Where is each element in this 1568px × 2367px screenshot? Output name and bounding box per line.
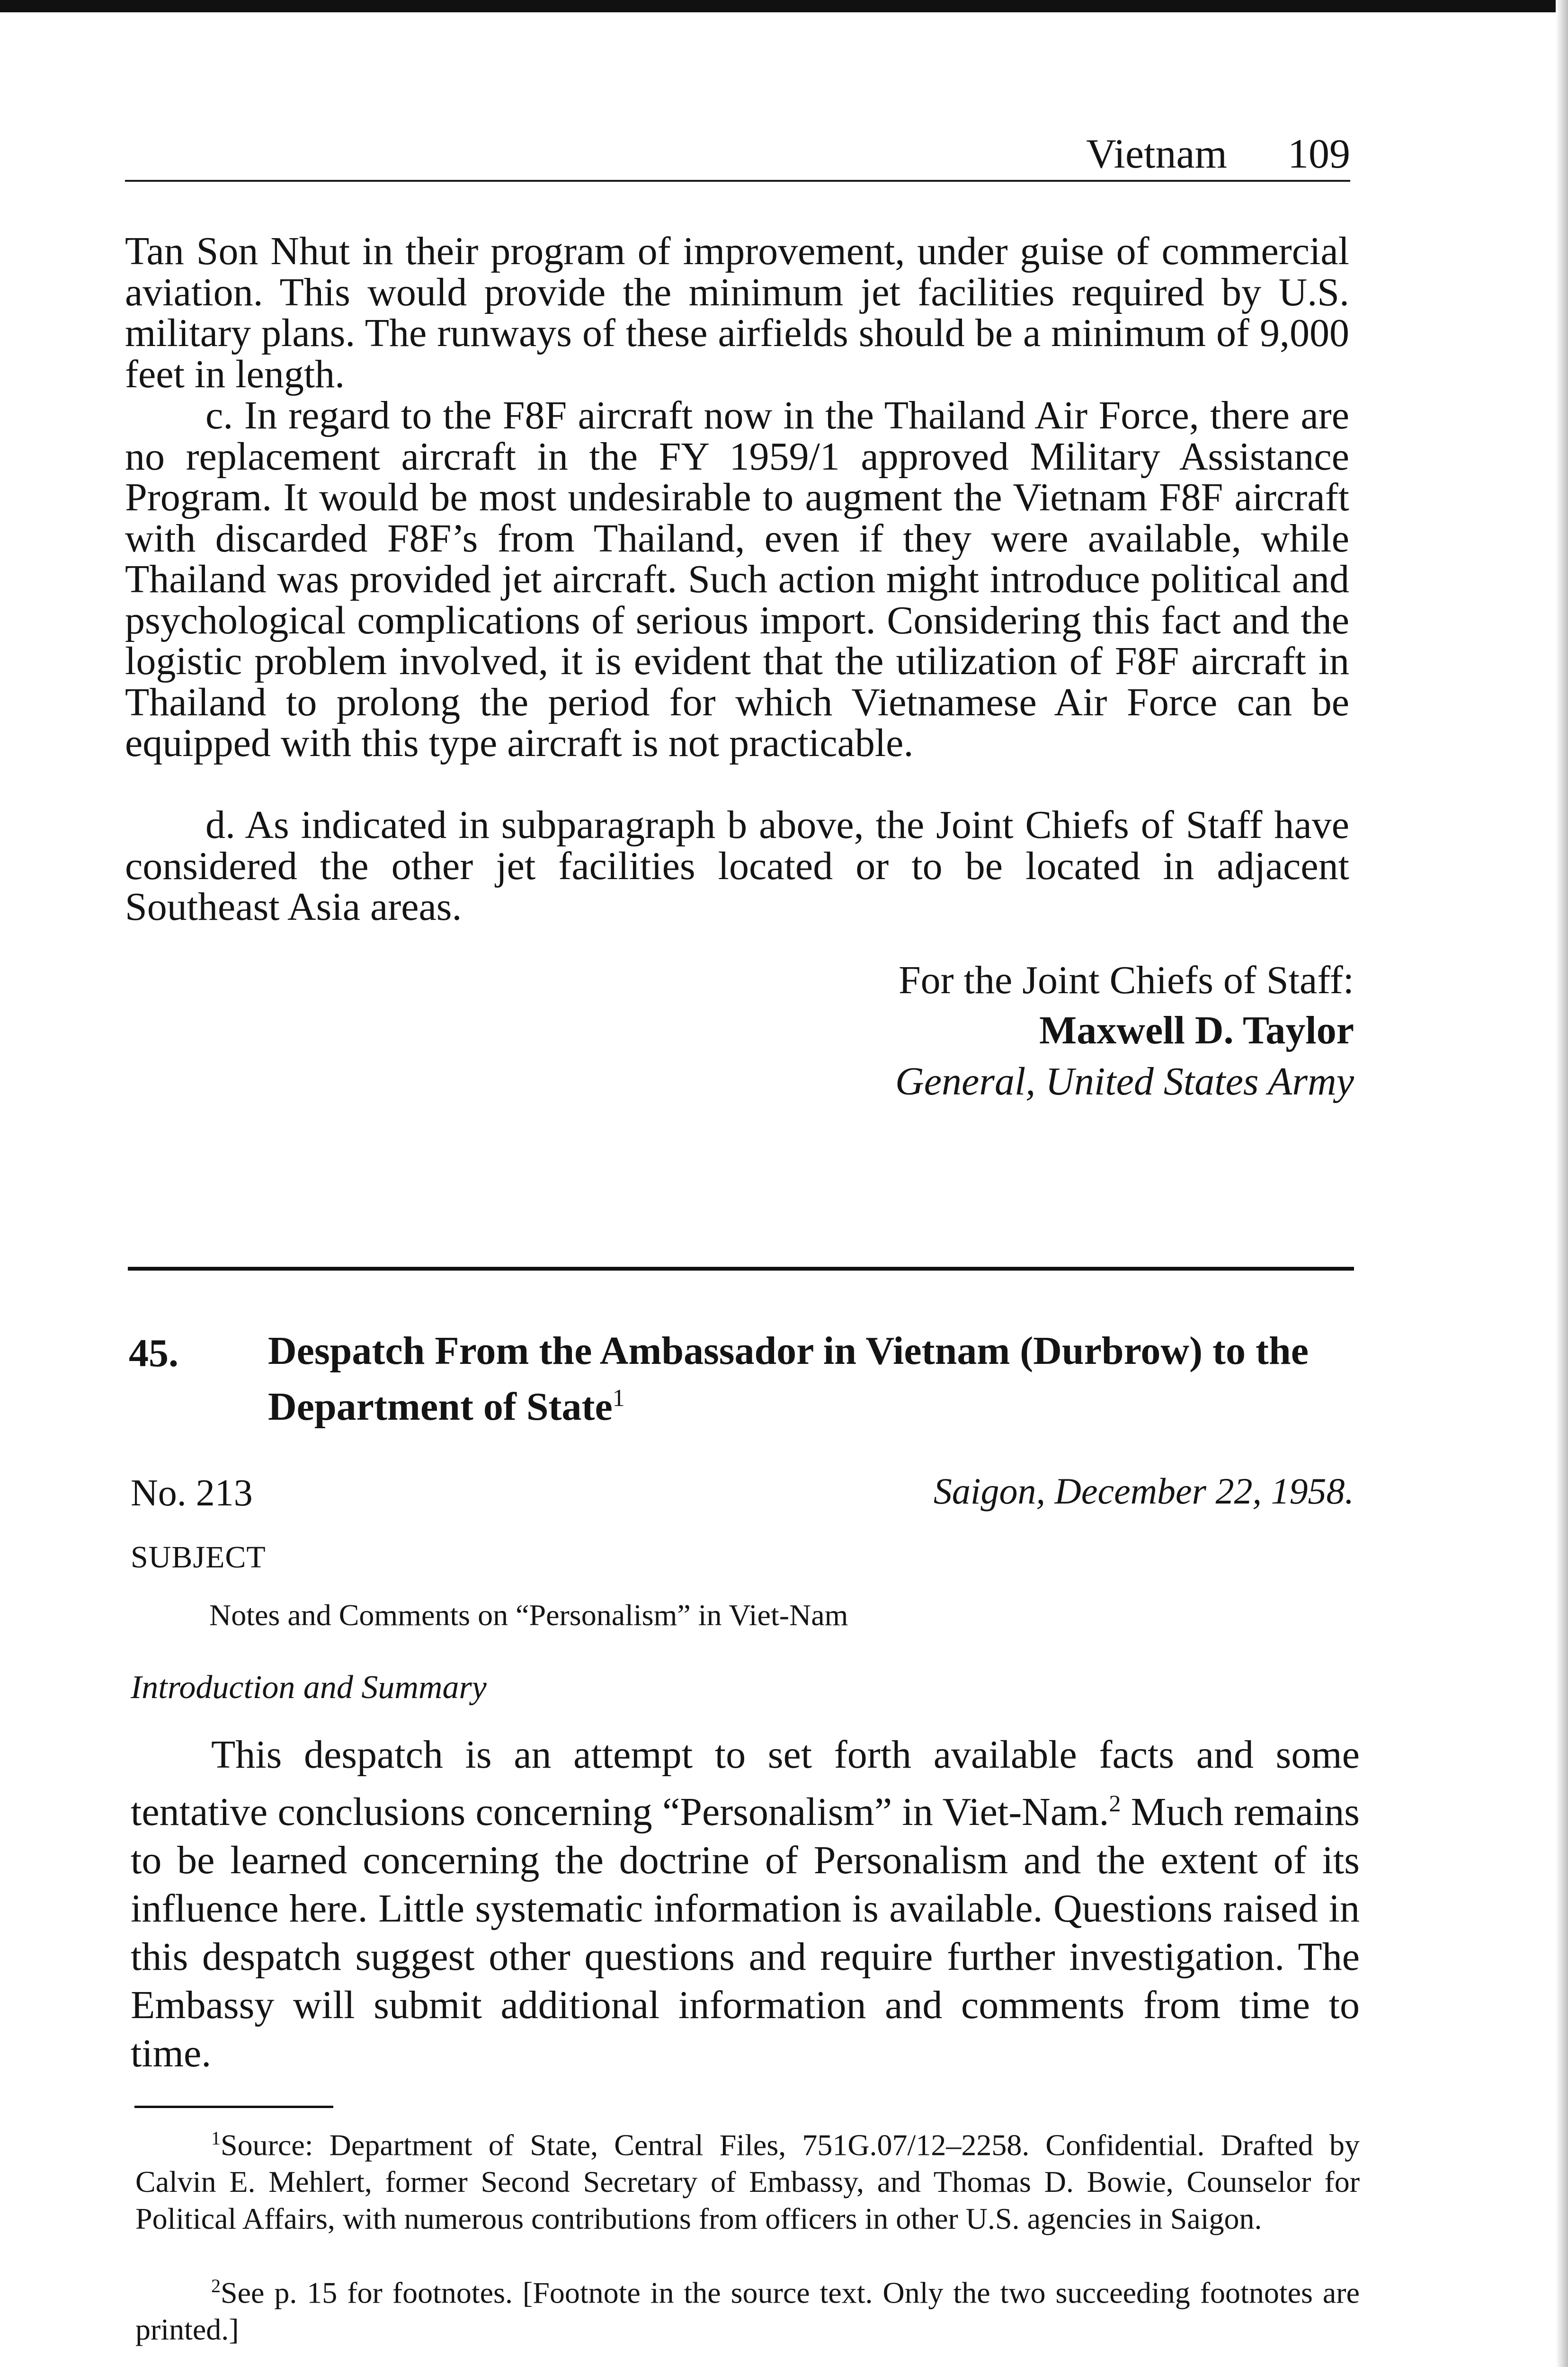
signature-line: For the Joint Chiefs of Staff: bbox=[898, 958, 1354, 1002]
footnote-2 bbox=[135, 2268, 1360, 2348]
document-title-text: Despatch From the Ambassador in Vietnam (Durbrow) to the Department of State bbox=[268, 1329, 1309, 1429]
subject-label: SUBJECT bbox=[131, 1540, 266, 1575]
subject-text: Notes and Comments on “Personalism” in Viet-Nam bbox=[209, 1598, 848, 1632]
signature-title: General, United States Army bbox=[895, 1059, 1354, 1103]
memo-paragraph-c: c. In regard to the F8F aircraft now in the Thailand Air Force, there are no replacement aircraft in the FY 1959/1 approved Military Assistance Program. It would be most undesirable to augment the Vietnam F8F aircraft with discarded F8F’s from Thailand, even if they were available, while Thailand was provided jet aircraft. Such action might introduce political and psychological complications of serious import. Considering this fact and the logistic problem involved, it is evident that the utilization of F8F aircraft in Thailand to prolong the period for which Vietnamese Air Force can be equipped with this type aircraft is not practicable. bbox=[125, 393, 1349, 765]
running-header bbox=[125, 128, 1350, 182]
section-heading: Introduction and Summary bbox=[131, 1669, 487, 1706]
document-title bbox=[268, 1327, 1357, 1431]
intro-text-b: Much remains to be learned concerning the doctrine of Personalism and the extent of its influence here. Little systematic information is available. Questions raised in this despatch suggest other questions and require further investigation. The Embassy will submit additional information and comments from time to time. bbox=[131, 1790, 1360, 2075]
document-number: 45. bbox=[129, 1331, 178, 1375]
section-divider bbox=[128, 1267, 1354, 1271]
footnote-mark: 2 bbox=[211, 2275, 221, 2296]
memo-paragraph-d: d. As indicated in subparagraph b above, the Joint Chiefs of Staff have considered the other jet facilities located or to be located in adjacent Southeast Asia areas. bbox=[125, 803, 1349, 929]
despatch-place-date: Saigon, December 22, 1958. bbox=[933, 1470, 1354, 1512]
footnote-rule bbox=[134, 2106, 333, 2108]
page-number: 109 bbox=[1288, 131, 1350, 177]
footnote-text: See p. 15 for footnotes. [Footnote in the source text. Only the two succeeding footnotes are printed.] bbox=[135, 2276, 1360, 2347]
footnote-1 bbox=[135, 2120, 1360, 2237]
footnote-ref-2[interactable]: 2 bbox=[1109, 1790, 1121, 1816]
despatch-number: No. 213 bbox=[131, 1472, 253, 1514]
footnote-text: Source: Department of State, Central Files, 751G.07/12–2258. Confidential. Drafted by Calvin E. Mehlert, former Second Secretary of Embassy, and Thomas D. Bowie, Counselor for Political Affairs, with numerous contributions from officers in other U.S. agencies in Saigon. bbox=[135, 2128, 1360, 2236]
memo-paragraph-continued: Tan Son Nhut in their program of improvement, under guise of commercial aviation. This would provide the minimum jet facilities required by U.S. military plans. The runways of these airfields should be a minimum of 9,000 feet in length. bbox=[125, 229, 1349, 396]
intro-text-a: This despatch is an attempt to set forth available facts and some tentative conclusions concerning “Personalism” in Viet-Nam. bbox=[131, 1733, 1360, 1834]
scan-top-border bbox=[0, 0, 1568, 12]
signature-name: Maxwell D. Taylor bbox=[1039, 1008, 1354, 1052]
scan-page-edge bbox=[1556, 0, 1568, 2367]
footnote-ref-1[interactable]: 1 bbox=[612, 1385, 625, 1412]
intro-paragraph bbox=[131, 1731, 1360, 2078]
footnote-mark: 1 bbox=[211, 2127, 221, 2149]
header-title: Vietnam bbox=[1086, 131, 1227, 177]
